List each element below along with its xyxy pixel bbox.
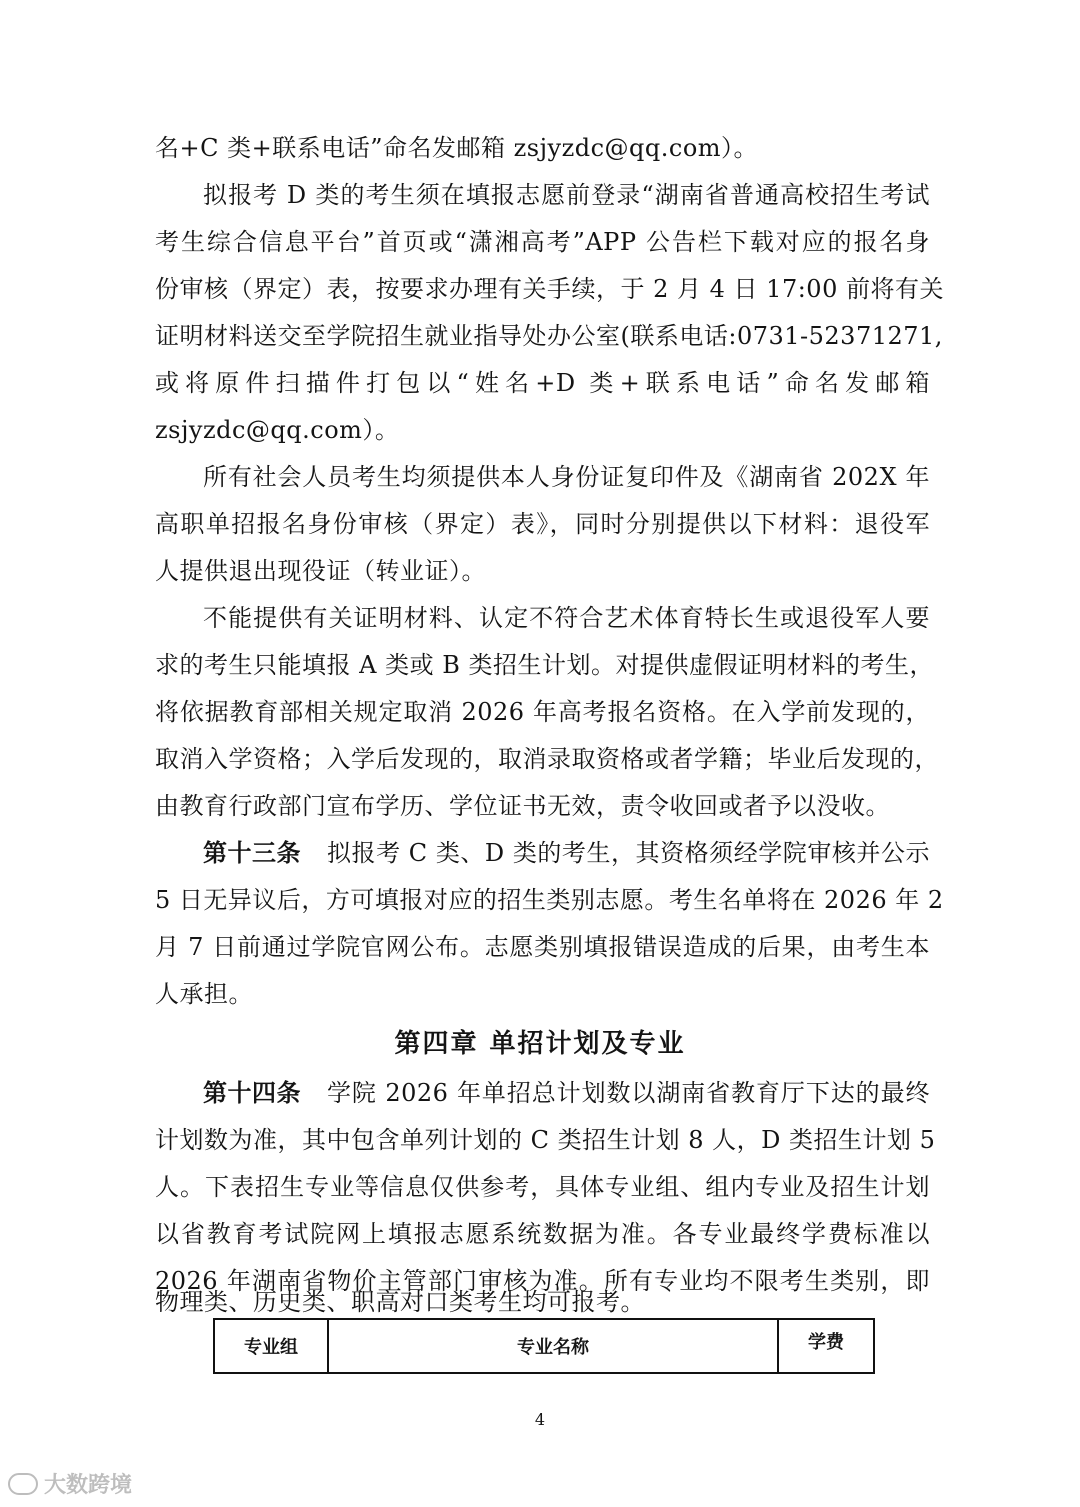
paragraph-line: 拟报考 D 类的考生须在填报志愿前登录“湖南省普通高校招生考试 <box>203 181 930 209</box>
paragraph-line: zsjyzdc@qq.com）。 <box>155 416 400 444</box>
chapter-title: 第四章 单招计划及专业 <box>394 1029 686 1059</box>
paragraph-line: 份审核（界定）表，按要求办理有关手续，于 2 月 4 日 17:00 前将有关 <box>155 275 944 303</box>
paragraph-line: 拟报考 C 类、D 类的考生，其资格须经学院审核并公示 <box>327 839 930 867</box>
watermark-logo-icon <box>8 1473 38 1495</box>
paragraph-line: 计划数为准，其中包含单列计划的 C 类招生计划 8 人，D 类招生计划 5 <box>155 1126 936 1154</box>
article-14-first-line <box>203 1075 930 1111</box>
paragraph-line: 以省教育考试院网上填报志愿系统数据为准。各专业最终学费标准以 <box>155 1220 930 1248</box>
paragraph-line: 月 7 日前通过学院官网公布。志愿类别填报错误造成的后果，由考生本 <box>155 933 930 961</box>
article-14-label: 第十四条 <box>203 1078 301 1107</box>
paragraph-line: 求的考生只能填报 A 类或 B 类招生计划。对提供虚假证明材料的考生， <box>155 651 934 679</box>
paragraph-line: 取消入学资格；入学后发现的，取消录取资格或者学籍；毕业后发现的， <box>155 745 939 773</box>
watermark <box>8 1468 132 1499</box>
article-13-label: 第十三条 <box>203 838 301 867</box>
paragraph-line: 人提供退出现役证（转业证）。 <box>155 557 486 585</box>
table-header-cell: 学费 <box>808 1332 844 1353</box>
paragraph-line: 5 日无异议后，方可填报对应的招生类别志愿。考生名单将在 2026 年 2 <box>155 886 944 914</box>
paragraph-line: 所有社会人员考生均须提供本人身份证复印件及《湖南省 202X 年 <box>203 463 930 491</box>
paragraph-line: 名+C 类+联系电话”命名发邮箱 zsjyzdc@qq.com）。 <box>155 134 759 162</box>
majors-table-header <box>213 1318 875 1374</box>
paragraph-line: 2026 年湖南省物价主管部门审核为准。所有专业均不限考生类别，即 <box>155 1267 930 1295</box>
paragraph-line: 由教育行政部门宣布学历、学位证书无效，责令收回或者予以没收。 <box>155 792 890 820</box>
table-header-cell: 专业名称 <box>329 1320 779 1372</box>
paragraph-line: 人。下表招生专业等信息仅供参考，具体专业组、组内专业及招生计划 <box>155 1173 930 1201</box>
article-13-first-line <box>203 835 930 871</box>
paragraph-line: 学院 2026 年单招总计划数以湖南省教育厅下达的最终 <box>327 1079 930 1107</box>
paragraph-line: 将依据教育部相关规定取消 2026 年高考报名资格。在入学前发现的， <box>155 698 930 726</box>
paragraph-line: 物理类、历史类、职高对口类考生均可报考。 <box>155 1288 645 1316</box>
paragraph-line: 考生综合信息平台”首页或“潇湘高考”APP 公告栏下载对应的报名身 <box>155 228 930 256</box>
paragraph-line: 高职单招报名身份审核（界定）表》，同时分别提供以下材料：退役军 <box>155 510 930 538</box>
table-header-cell: 专业组 <box>215 1320 329 1372</box>
paragraph-line: 不能提供有关证明材料、认定不符合艺术体育特长生或退役军人要 <box>203 604 930 632</box>
paragraph-line: 人承担。 <box>155 980 253 1008</box>
page-number: 4 <box>534 1410 546 1429</box>
paragraph-line: 证明材料送交至学院招生就业指导处办公室(联系电话:0731-52371271, <box>155 322 943 350</box>
paragraph-line: 或将原件扫描件打包以“姓名+D 类+联系电话”命名发邮箱 <box>155 369 930 397</box>
watermark-text: 大数跨境 <box>44 1473 133 1498</box>
